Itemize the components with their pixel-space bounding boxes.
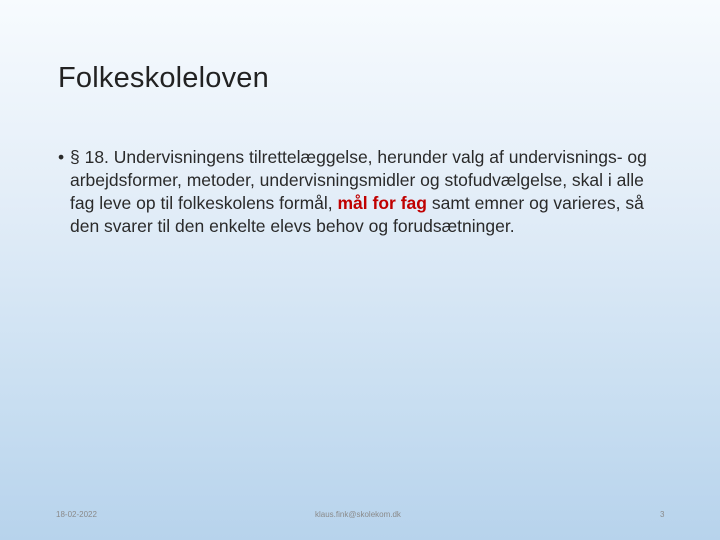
content-list [58, 146, 668, 238]
footer-page-number: 3 [660, 510, 665, 519]
paragraph-text-start: § 18. Undervisningens tilrettelæggelse, herunder valg af undervisnings- og arbejdsformer, metoder, undervisningsmidler og stofudvælgelse, skal i alle fag leve op til folkeskolens formål, [70, 147, 647, 213]
footer-date: 18-02-2022 [56, 510, 97, 519]
bullet-item [58, 146, 668, 238]
paragraph-text-end: samt emner og varieres, så den svarer til den enkelte elevs behov og forudsætninger. [70, 193, 644, 236]
footer-email: klaus.fink@skolekom.dk [315, 510, 401, 519]
slide-title: Folkeskoleloven [58, 62, 269, 94]
bullet-icon: • [58, 147, 65, 167]
highlighted-phrase: mål for fag [337, 193, 427, 213]
